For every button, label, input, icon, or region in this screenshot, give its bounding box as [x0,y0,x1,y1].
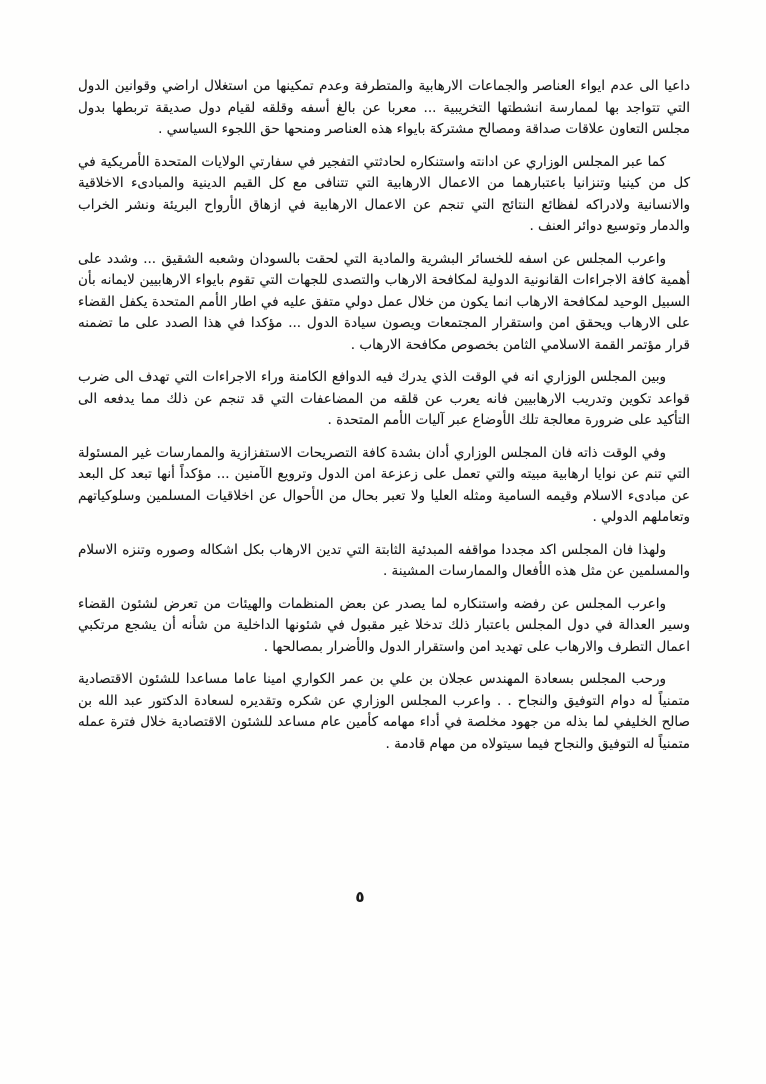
paragraph-6: ولهذا فان المجلس اكد مجددا مواقفه المبدئية الثابتة التي تدين الارهاب بكل اشكاله وصوره وتنزه الاسلام والمسلمين عن مثل هذه الأفعال والممارسات المشينة . [78,541,690,579]
paragraph-5: وفي الوقت ذاته فان المجلس الوزاري أدان بشدة كافة التصريحات الاستفزازية والممارسات غير المسئولة التي تنم عن نوايا ارهابية مبيته والتي تعمل على زعزعة امن الدول وترويع الآمنين ... مؤكداً أنها تبعد كل البعد عن مبادىء الاسلام وقيمه السامية ومثله العليا ولا تعبر بحال من الأحوال عن اخلاقيات المسلمين وسلوكياتهم وتعاملهم الدولي . [78,444,690,525]
paragraph-4: وبين المجلس الوزاري انه في الوقت الذي يدرك فيه الدوافع الكامنة وراء الاجراءات التي تهدف الى ضرب قواعد تكوين وتدريب الارهابيين فانه يعرب عن قلقه من المضاعفات التي قد تنجم عن ذلك مما يدفعه الى التأكيد على ضرورة معالجة تلك الأوضاع عبر آليات الأمم المتحدة . [78,369,690,428]
paragraph-7: واعرب المجلس عن رفضه واستنكاره لما يصدر عن بعض المنظمات والهيئات من تعرض لشئون القضاء وسير العدالة في دول المجلس باعتبار ذلك تدخلا غير مقبول في شئونها الداخلية من شأنه أن يشجع مرتكبي اعمال التطرف والارهاب على تهديد امن واستقرار الدول والأضرار بمصالحها . [78,595,690,655]
paragraph-1: داعيا الى عدم ايواء العناصر والجماعات الارهابية والمتطرفة وعدم تمكينها من استغلال اراضي وقوانين الدول التي تتواجد بها لممارسة انشطتها التخريبية ... معربا عن بالغ أسفه وقلقه لقيام دول صديقة تربطها بدول مجلس التعاون علاقات صداقة ومصالح مشتركة بايواء هذه العناصر ومنحها حق اللجوء السياسي . [78,78,690,137]
paragraph-3: واعرب المجلس عن اسفه للخسائر البشرية والمادية التي لحقت بالسودان وشعبه الشقيق ... وشدد على أهمية كافة الاجراءات القانونية الدولية لمكافحة الارهاب والتصدى للجهات التي تقوم بايواء الارهابيين لايمانه بأن السبيل الوحيد لمكافحة الارهاب انما يكون من خلال عمل دولي متفق عليه في اطار الأمم المتحدة يكفل القضاء على الارهاب ويحقق امن واستقرار المجتمعات ويصون سيادة الدول ... مؤكدا في هذا الصدد على ما تضمنه قرار مؤتمر القمة الاسلامي الثامن بخصوص مكافحة الارهاب . [78,250,690,353]
paragraph-8: ورحب المجلس بسعادة المهندس عجلان بن علي بن عمر الكواري امينا عاما مساعدا للشئون الاقتصادية متمنياً له دوام التوفيق والنجاح . . واعرب المجلس الوزاري عن شكره وتقديره لسعادة الدكتور عبد الله بن صالح الخليفي لما بذله من جهود مخلصة في أداء مهامه كأمين عام مساعد للشئون الاقتصادية خلال فترة عمله متمنياً له التوفيق والنجاح فيما سيتولاه من مهام قادمة . [78,671,690,752]
document-body [78,76,690,766]
page-number: ٥ [355,888,365,906]
paragraph-2: كما عبر المجلس الوزاري عن ادانته واستنكاره لحادثتي التفجير في سفارتي الولايات المتحدة الأمريكية في كل من كينيا وتنزانيا باعتبارهما من الاعمال الارهابية التي تتنافى مع كل القيم الدينية والمبادىء الاخلاقية والانسانية ولادراكه لفظائع النتائج التي تنجم عن الاعمال الارهابية في ازهاق الأرواح البريئة ونشر الخراب والدمار وتوسيع دوائر العنف . [78,153,690,234]
